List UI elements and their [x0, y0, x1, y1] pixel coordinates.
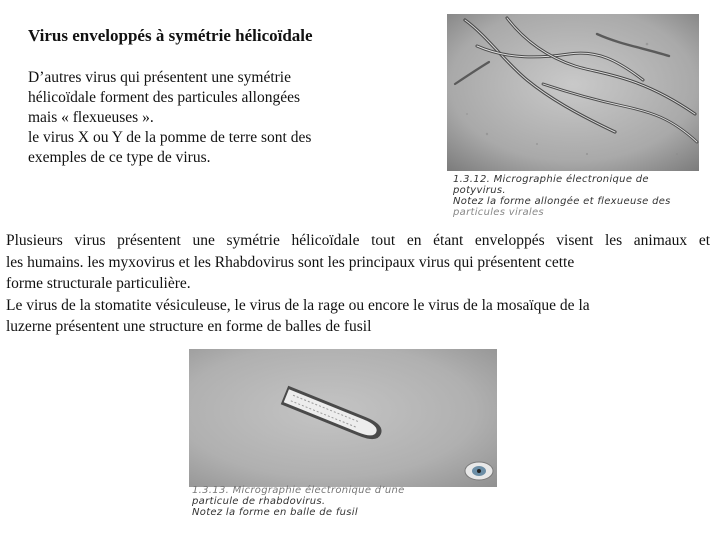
rhabdovirus-figure [189, 349, 497, 521]
caption-line: potyvirus. [453, 185, 506, 196]
paragraph-line: Le virus de la stomatite vésiculeuse, le virus de la rage ou encore le virus de la mosaïque de la [6, 296, 590, 314]
paragraph-line: hélicoïdale forment des particules allongées [28, 89, 301, 106]
paragraph-line: Plusieurs virus présentent une symétrie hélicoïdale tout en étant enveloppés visent les animaux et [6, 232, 710, 249]
body-paragraph [6, 230, 710, 338]
intro-paragraph [28, 68, 368, 168]
paragraph-line: forme structurale particulière. [6, 275, 191, 292]
page-title: Virus enveloppés à symétrie hélicoïdale [28, 26, 313, 45]
caption-line: Notez la forme en balle de fusil [192, 507, 358, 518]
paragraph-line: D’autres virus qui présentent une symétrie [28, 69, 291, 86]
caption-line: 1.3.12. Micrographie électronique de [453, 174, 649, 185]
rhabdovirus-caption [192, 485, 492, 518]
potyvirus-figure [447, 14, 699, 216]
caption-line: particule de rhabdovirus. [192, 496, 326, 507]
potyvirus-caption [453, 174, 699, 218]
scale-icon [465, 462, 493, 480]
paragraph-line: exemples de ce type de virus. [28, 149, 211, 166]
paragraph-line: les humains. les myxovirus et les Rhabdovirus sont les principaux virus qui présentent cette [6, 253, 575, 271]
caption-line: 1.3.13. Micrographie électronique d’une [192, 485, 405, 496]
paragraph-line: le virus X ou Y de la pomme de terre sont des [28, 129, 312, 146]
caption-line: particules virales [453, 207, 544, 218]
paragraph-line: luzerne présentent une structure en forme de balles de fusil [6, 318, 372, 335]
potyvirus-micrograph [447, 14, 699, 171]
caption-line: Notez la forme allongée et flexueuse des [453, 196, 671, 207]
paragraph-line: mais « flexueuses ». [28, 109, 154, 126]
rhabdovirus-micrograph [189, 349, 497, 487]
